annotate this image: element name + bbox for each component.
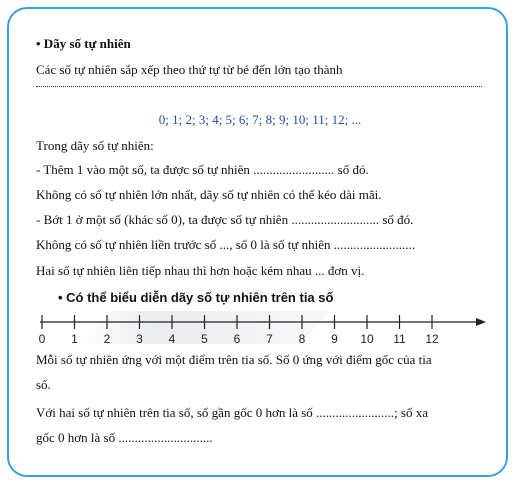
ray-tick-label: 5 (201, 332, 208, 346)
ray-tick-label: 6 (233, 332, 241, 346)
heading-number-ray: • Có thể biểu diễn dãy số tự nhiên trên tia số (58, 290, 334, 305)
rule-no-largest: Không có số tự nhiên lớn nhất, dãy số tự nhiên có thể kéo dài mãi. (36, 187, 382, 202)
rule-two-numbers: Với hai số tự nhiên trên tia số, số gần gốc 0 hơn là số ........................; số xa (36, 405, 428, 420)
number-ray (0, 311, 520, 351)
ray-tick-label: 0 (38, 332, 46, 346)
ray-tick-label: 9 (331, 332, 338, 346)
rule-each-point: Mỗi số tự nhiên ứng với một điểm trên tia số. Số 0 ứng với điểm gốc của tia (36, 352, 432, 367)
ray-tick-label: 2 (103, 332, 111, 346)
ray-tick-label: 11 (393, 332, 406, 346)
intro-text: Các số tự nhiên sắp xếp theo thứ tự từ bé đến lớn tạo thành (36, 62, 343, 77)
ray-tick-label: 4 (168, 332, 176, 346)
ray-tick-label: 7 (266, 332, 273, 346)
blank-dotted-line (36, 86, 482, 87)
ray-tick-label: 12 (425, 332, 439, 346)
ray-arrowhead (476, 318, 486, 326)
rule-no-predecessor: Không có số tự nhiên liền trước số ..., số 0 là số tự nhiên ......................... (36, 237, 415, 252)
ray-tick-label: 1 (71, 332, 78, 346)
number-sequence: 0; 1; 2; 3; 4; 5; 6; 7; 8; 9; 10; 11; 12; ... (158, 112, 362, 127)
ray-tick-label: 3 (136, 332, 143, 346)
rule-add-one: - Thêm 1 vào một số, ta được số tự nhiên ......................... số đó. (36, 162, 369, 177)
ray-tick-label: 10 (360, 332, 374, 346)
heading-natural-sequence: • Dãy số tự nhiên (36, 36, 131, 51)
in-sequence-label: Trong dãy số tự nhiên: (36, 138, 154, 153)
rule-each-point-cont: số. (36, 377, 51, 392)
rule-consecutive: Hai số tự nhiên liên tiếp nhau thì hơn hoặc kém nhau ... đơn vị. (36, 263, 365, 278)
ray-tick-label: 8 (298, 332, 306, 346)
rule-two-numbers-cont: gốc 0 hơn là số ............................. (36, 430, 213, 445)
rule-subtract-one: - Bớt 1 ở một số (khác số 0), ta được số tự nhiên ........................... số đó. (36, 212, 414, 227)
